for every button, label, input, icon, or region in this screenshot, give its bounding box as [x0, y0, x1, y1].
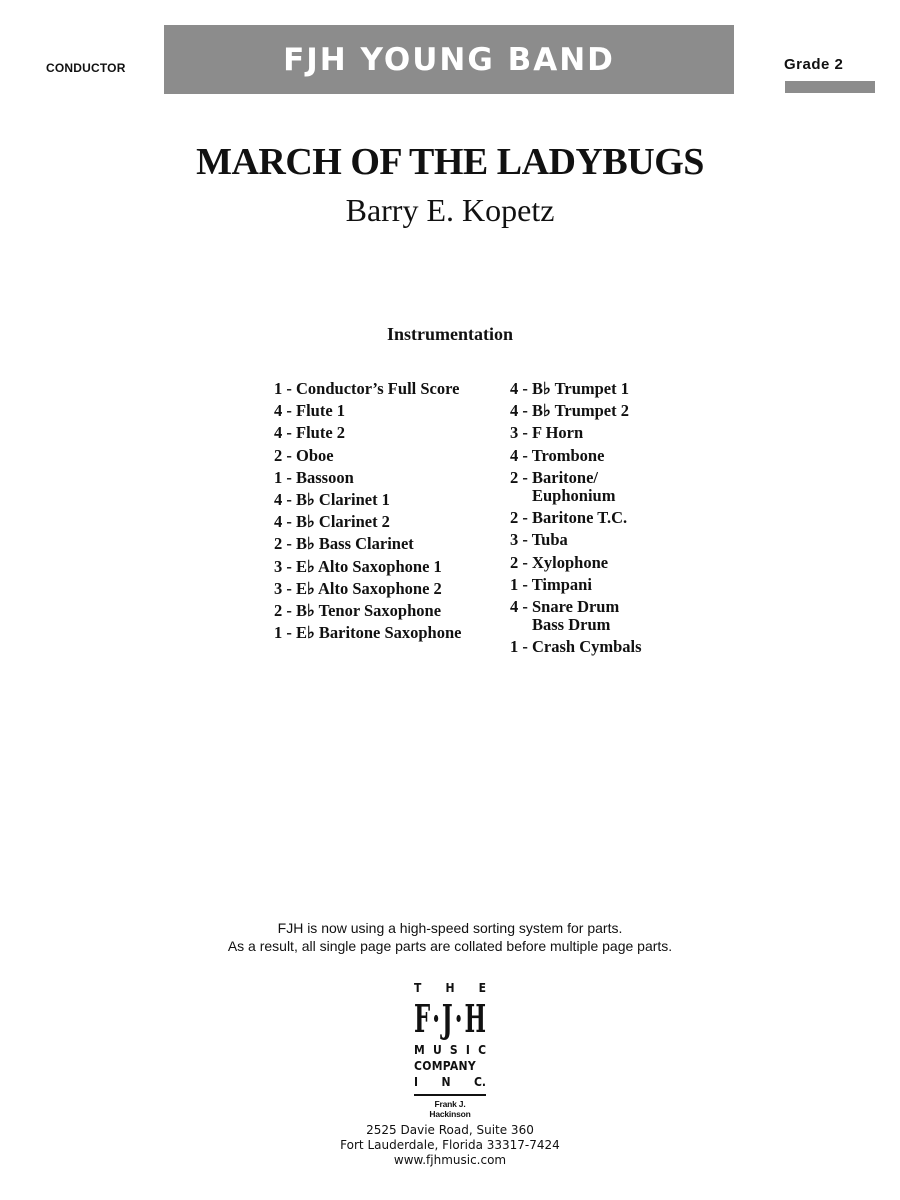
- logo-rule: [414, 1094, 486, 1096]
- instrument-line: 1 - Bassoon: [274, 467, 354, 487]
- sorting-notice: [0, 919, 900, 955]
- instrument-item: [510, 378, 642, 400]
- logo-letter: J: [441, 996, 453, 1041]
- logo-the: [414, 980, 486, 996]
- instrument-item: [510, 574, 642, 596]
- instrument-item: [274, 489, 461, 511]
- instrument-item: [274, 556, 461, 578]
- address-city: Fort Lauderdale, Florida 33317-7424: [340, 1138, 560, 1152]
- notice-line-1: FJH is now using a high-speed sorting system for parts.: [277, 920, 623, 936]
- instrument-line: 1 - Crash Cymbals: [510, 637, 642, 657]
- instrument-item: [510, 400, 642, 422]
- logo-inc: [414, 1074, 486, 1090]
- instrument-line: 3 - E♭ Alto Saxophone 1: [274, 556, 442, 576]
- instrument-item: [510, 529, 642, 551]
- instrument-line: 4 - B♭ Trumpet 2: [510, 401, 630, 421]
- instrument-item: [510, 467, 642, 507]
- instrument-item: [274, 400, 461, 422]
- logo-fjh-mark: [414, 996, 486, 1042]
- instrument-item: [510, 507, 642, 529]
- instrument-item: [274, 422, 461, 444]
- instrument-line: 2 - Oboe: [274, 445, 334, 465]
- instrument-line: 2 - B♭ Bass Clarinet: [274, 534, 414, 554]
- instrument-item: [274, 600, 461, 622]
- logo-letter: E: [478, 981, 486, 995]
- instrument-item: [274, 378, 461, 400]
- instrument-item: [274, 622, 461, 644]
- instrument-line: 4 - Flute 1: [274, 401, 346, 421]
- logo-dot: ·: [454, 996, 463, 1041]
- instrument-item: [274, 578, 461, 600]
- address-street: 2525 Davie Road, Suite 360: [366, 1123, 534, 1137]
- logo-word: COMPANY: [414, 1059, 476, 1073]
- instrument-line-continued: Bass Drum: [532, 615, 611, 635]
- logo-letter: C.: [473, 1075, 486, 1089]
- instrument-line-continued: Euphonium: [532, 486, 616, 506]
- instrument-line: 4 - Snare Drum: [510, 597, 620, 617]
- instrument-line: 1 - Timpani: [510, 574, 592, 594]
- instrument-line: 4 - B♭ Clarinet 2: [274, 512, 390, 532]
- instrument-item: [510, 552, 642, 574]
- logo-letter: H: [464, 996, 486, 1041]
- instrument-line: 4 - Trombone: [510, 445, 605, 465]
- logo-letter: N: [441, 1075, 451, 1089]
- logo-letter: C: [478, 1043, 486, 1057]
- instrument-item: [274, 467, 461, 489]
- publisher-logo: [414, 980, 486, 1119]
- instrument-line: 2 - B♭ Tenor Saxophone: [274, 601, 442, 621]
- instrument-item: [510, 445, 642, 467]
- instrument-item: [510, 422, 642, 444]
- logo-signature: Frank J. Hackinson: [429, 1099, 471, 1119]
- instrument-line: 4 - B♭ Clarinet 1: [274, 490, 390, 510]
- instrument-item: [510, 596, 642, 636]
- composer-name: Barry E. Kopetz: [345, 192, 555, 228]
- logo-dot: ·: [432, 996, 441, 1041]
- logo-letter: S: [449, 1043, 458, 1057]
- part-label: CONDUCTOR: [46, 61, 126, 75]
- instrument-item: [274, 511, 461, 533]
- instrument-line: 2 - Baritone T.C.: [510, 508, 628, 528]
- grade-bar: [785, 81, 875, 93]
- series-banner: [164, 25, 734, 94]
- logo-letter: F: [414, 996, 431, 1041]
- publisher-address: [0, 1123, 900, 1168]
- address-website: www.fjhmusic.com: [393, 1153, 507, 1167]
- instrument-item: [510, 636, 642, 658]
- instrument-line: 1 - E♭ Baritone Saxophone: [274, 623, 462, 643]
- instrument-line: 3 - Tuba: [510, 530, 568, 550]
- logo-letter: T: [414, 981, 422, 995]
- instrumentation-list-right: [510, 378, 642, 659]
- instrumentation-list-left: [274, 378, 461, 644]
- logo-letter: I: [465, 1043, 470, 1057]
- logo-letter: H: [445, 981, 455, 995]
- instrumentation-heading: Instrumentation: [386, 324, 513, 344]
- logo-music: [414, 1042, 486, 1058]
- notice-line-2: As a result, all single page parts are collated before multiple page parts.: [227, 938, 673, 954]
- logo-letter: U: [432, 1043, 442, 1057]
- logo-letter: M: [414, 1043, 425, 1057]
- logo-letter: I: [414, 1075, 419, 1089]
- instrument-line: 2 - Xylophone: [510, 552, 609, 572]
- instrument-item: [274, 533, 461, 555]
- instrument-line: 4 - B♭ Trumpet 1: [510, 379, 630, 398]
- series-title: FJH YOUNG BAND: [283, 41, 615, 78]
- logo-company: [414, 1058, 486, 1074]
- instrument-line: 4 - Flute 2: [274, 423, 346, 443]
- piece-title: MARCH OF THE LADYBUGS: [196, 141, 704, 183]
- grade-label: Grade 2: [784, 56, 844, 73]
- instrument-item: [274, 445, 461, 467]
- instrument-line: 3 - F Horn: [510, 423, 584, 443]
- instrument-line: 3 - E♭ Alto Saxophone 2: [274, 578, 442, 598]
- instrument-line: 2 - Baritone/: [510, 467, 598, 487]
- instrument-line: 1 - Conductor’s Full Score: [274, 379, 460, 398]
